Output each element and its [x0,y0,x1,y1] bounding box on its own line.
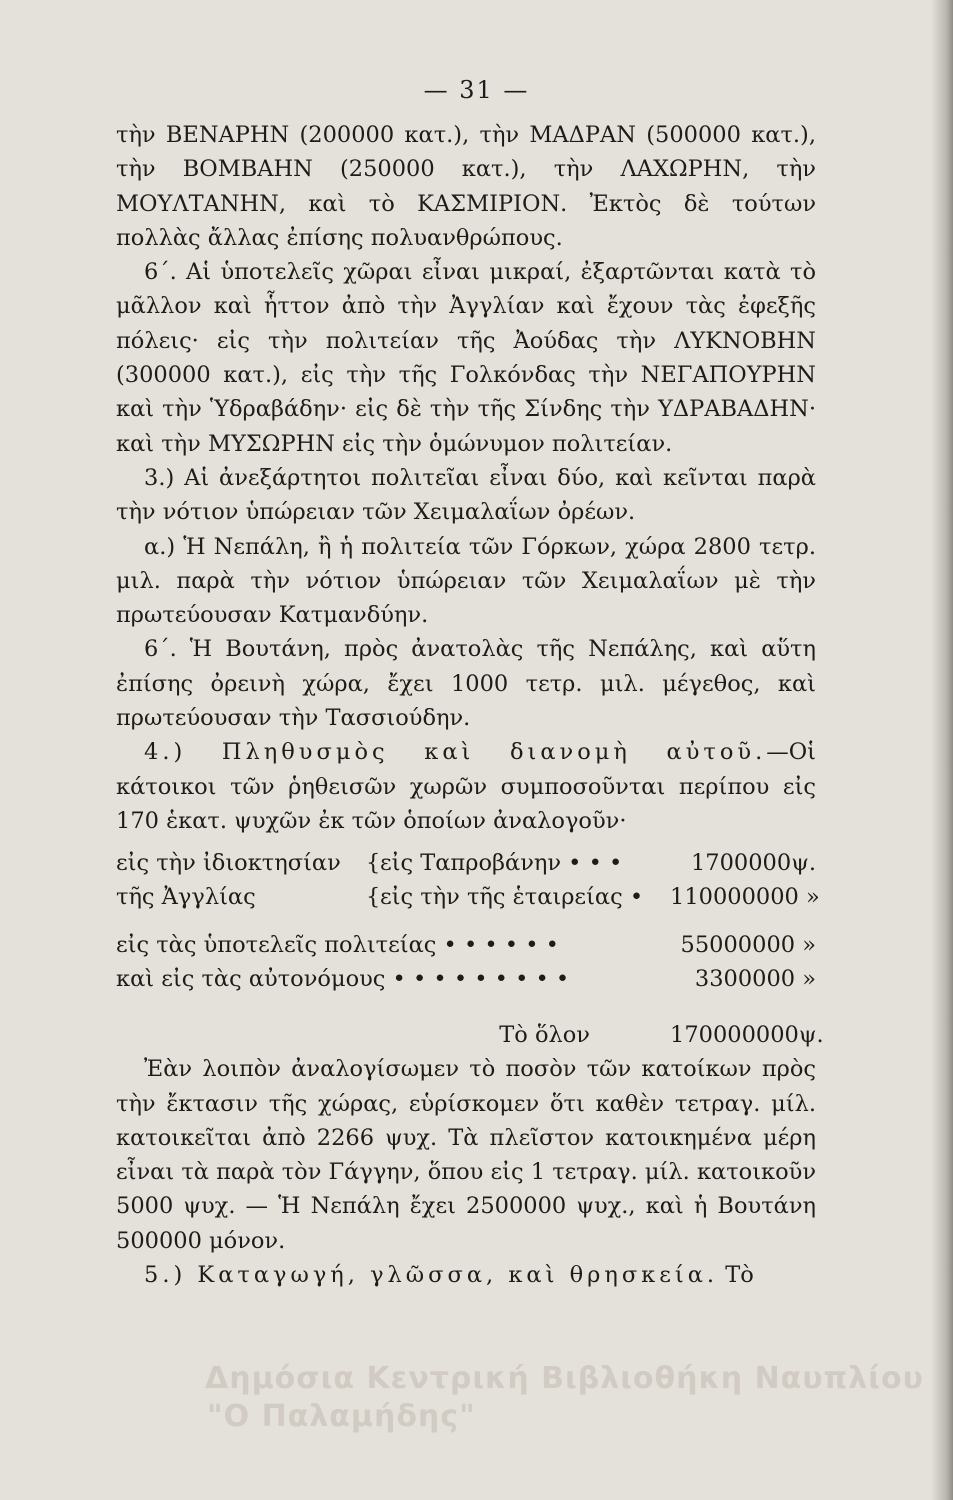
paragraph-nepal: α.) Ἡ Νεπάλη, ἢ ἡ πολιτεία τῶν Γόρκων, χώρα 2800 τετρ. μιλ. παρὰ τὴν νότιον ὑπώρειαν τῶν Χειμαλαΐων μὲ τὴν πρωτεύουσαν Κατμανδύην. [116,533,816,629]
page-text [116,118,824,1292]
population-distribution-table [116,846,824,1052]
brace-glyph: { [366,884,381,911]
table-row [116,880,820,914]
group-label-line2: τῆς Ἀγγλίας [116,884,256,911]
table-row [116,962,816,996]
row-value: 110000000 » [670,884,820,911]
table-row [116,846,816,880]
row-value: 3300000 » [694,966,816,993]
brace-glyph: { [366,850,381,877]
section-heading-origin: 5.) Καταγωγή, γλῶσσα, καὶ θρησκεία. [144,1262,719,1289]
paragraph-origin [116,1258,816,1292]
row-label: εἰς τὰς ὑποτελεῖς πολιτείας • • • • • • [116,932,559,959]
population-text: —Οἱ κάτοικοι τῶν ῥηθεισῶν χωρῶν συμποσοῦνται περίπου εἰς 170 ἑκατ. ψυχῶν ἐκ τῶν ὁποίων ἀναλογοῦν· [116,739,816,834]
total-row [116,1018,824,1052]
paragraph-density: Ἐὰν λοιπὸν ἀναλογίσωμεν τὸ ποσὸν τῶν κατοίκων πρὸς τὴν ἔκτασιν τῆς χώρας, εὑρίσκομεν ὅτι καθὲν τετραγ. μίλ. κατοικεῖται ἀπὸ 2266 ψυχ. Τὰ πλεῖστον κατοικημένα μέρη εἶναι τὰ παρὰ τὸν Γάγγην, ὅπου εἰς 1 τετραγ. μίλ. κατοικοῦν 5000 ψυχ. — Ἡ Νεπάλη ἔχει 2500000 ψυχ., καὶ ἡ Βουτάνη 500000 μόνον. [116,1056,816,1254]
row-label: καὶ εἰς τὰς αὐτονόμους • • • • • • • • • [116,966,570,993]
watermark-line: "Ο Παλαμήδης" [207,1399,476,1434]
paragraph-population [116,735,816,838]
total-value: 170000000ψ. [670,1022,824,1049]
page-number: — 31 — [423,76,530,104]
paragraph-bhutan: 6΄. Ἡ Βουτάνη, πρὸς ἀνατολὰς τῆς Νεπάλης, καὶ αὕτη ἐπίσης ὀρεινὴ χώρα, ἔχει 1000 τετρ. μιλ. μέγεθος, καὶ πρωτεύουσαν τὴν Τασσιούδην. [116,636,816,732]
origin-text: Τὸ [725,1262,754,1289]
group-label-line1: εἰς τὴν ἰδιοκτησίαν [116,850,341,877]
row-label: εἰς Ταπροβάνην • • • [380,850,623,877]
library-watermark [205,1360,925,1436]
paragraph-cities: τὴν ΒΕΝΑΡΗΝ (200000 κατ.), τὴν ΜΑΔΡΑΝ (500000 κατ.), τὴν ΒΟΜΒΑΗΝ (250000 κατ.), τὴν ΛΑΧΩΡΗΝ, τὴν ΜΟΥΛΤΑΝΗΝ, καὶ τὸ ΚΑΣΜΙΡΙΟΝ. Ἐκτὸς δὲ τούτων πολλὰς ἄλλας ἐπίσης πολυανθρώπους. [116,122,816,251]
row-value: 55000000 » [680,932,816,959]
total-label: Τὸ ὅλον [499,1022,590,1049]
row-value: 1700000ψ. [690,850,816,877]
row-label: εἰς τὴν τῆς ἑταιρείας • [380,884,644,911]
section-heading-population: 4.) Πληθυσμὸς καὶ διανομὴ αὐτοῦ. [144,739,767,766]
table-row [116,928,816,962]
paragraph-independent-states: 3.) Αἱ ἀνεξάρτητοι πολιτεῖαι εἶναι δύο, καὶ κεῖνται παρὰ τὴν νότιον ὑπώρειαν τῶν Χειμαλαΐων ὀρέων. [116,464,816,526]
page-edge-shadow [931,0,953,1500]
paragraph-subject-states: 6΄. Αἱ ὑποτελεῖς χῶραι εἶναι μικραί, ἐξαρτῶνται κατὰ τὸ μᾶλλον καὶ ἧττον ἀπὸ τὴν Ἀγγλίαν καὶ ἔχουν τὰς ἐφεξῆς πόλεις· εἰς τὴν πολιτείαν τῆς Ἀούδας τὴν ΛΥΚΝΟΒΗΝ (300000 κατ.), εἰς τὴν τῆς Γολκόνδας τὴν ΝΕΓΑΠΟΥΡΗΝ καὶ τὴν Ὑδραβάδην· εἰς δὲ τὴν τῆς Σίνδης τὴν ΥΔΡΑΒΑΔΗΝ· καὶ τὴν ΜΥΣΩΡΗΝ εἰς τὴν ὁμώνυμον πολιτείαν. [116,259,816,457]
watermark-line: Δημόσια Κεντρική Βιβλιοθήκη Ναυπλίου [205,1361,924,1396]
